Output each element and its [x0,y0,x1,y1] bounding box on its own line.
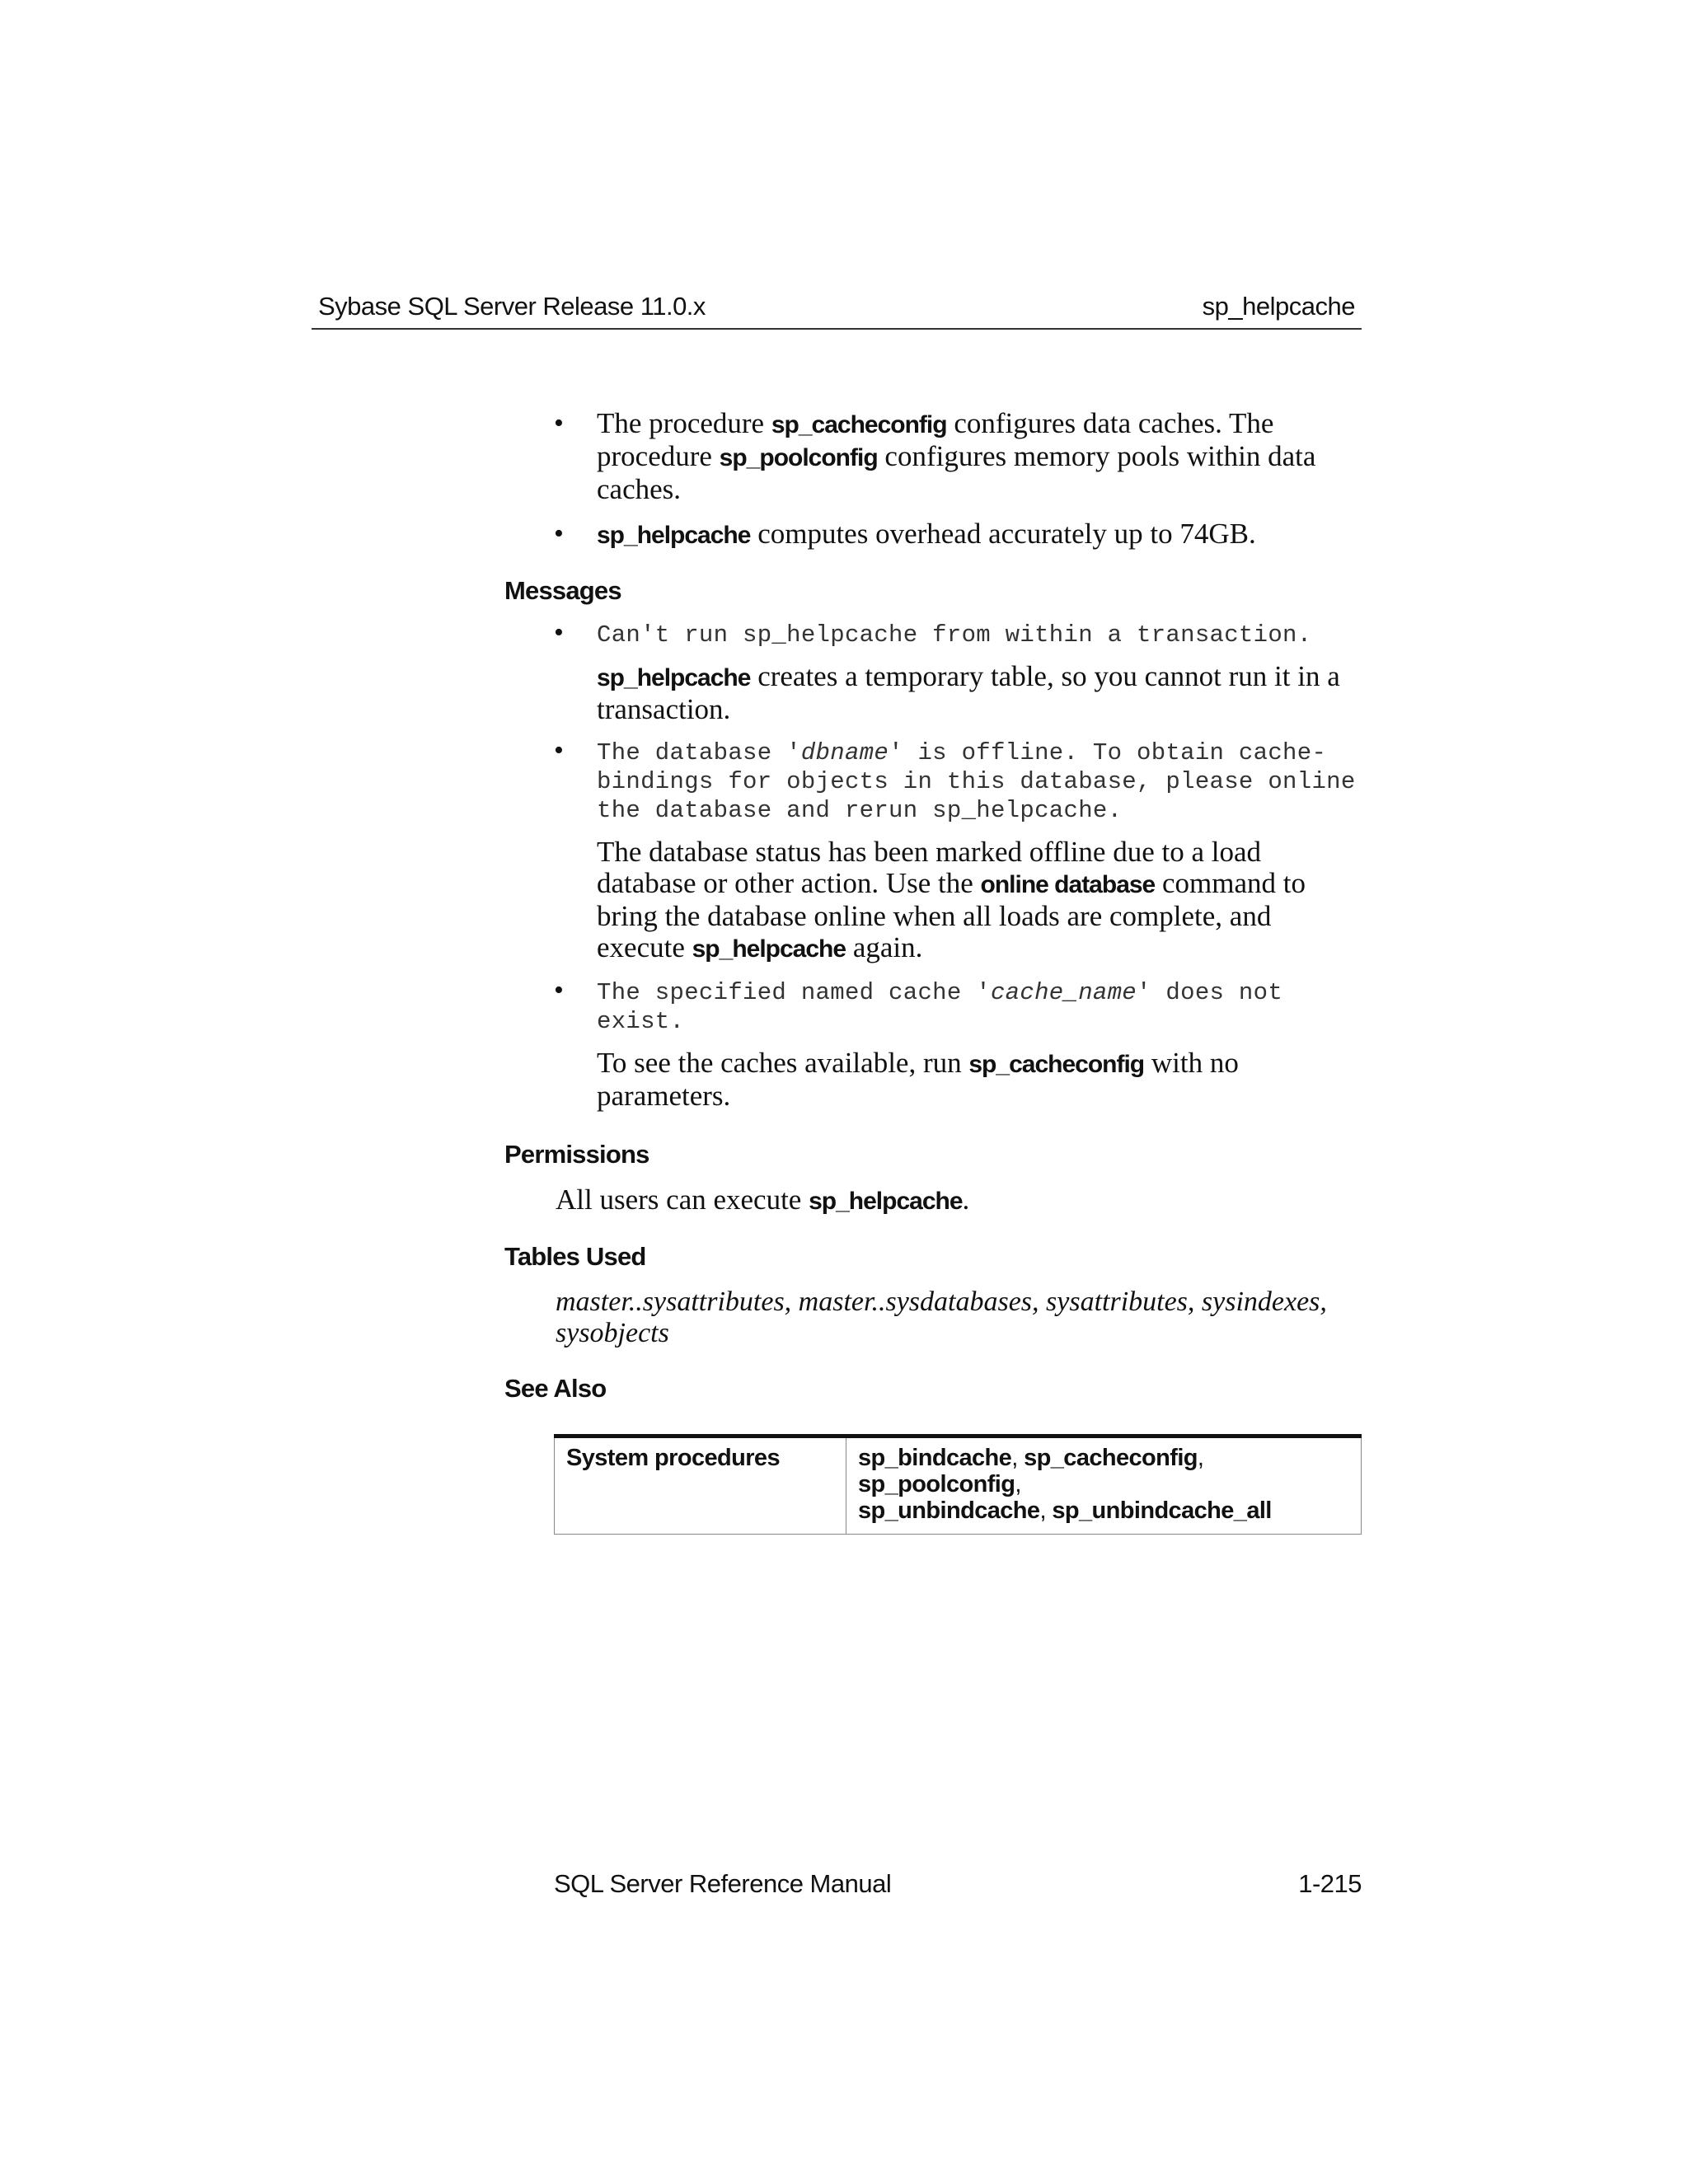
text-span: configures memory pools within data caches. [597,440,1316,505]
text-span: ' is offline. To obtain cache-bindings for objects in this database, please online the database and rerun sp_helpcache. [597,739,1356,824]
table-row [555,1436,1362,1535]
see-also-table [554,1434,1362,1535]
message-explanation [597,1047,1362,1112]
procedure-link[interactable]: sp_unbindcache_all [1052,1497,1272,1524]
messages-list [504,617,1362,1112]
tables-used-heading: Tables Used [504,1242,646,1271]
messages-heading: Messages [504,576,621,605]
message-explanation [597,661,1362,725]
procedure-link[interactable]: sp_cacheconfig [1024,1445,1198,1471]
page-number: 1-215 [1298,1869,1362,1898]
permissions-heading: Permissions [504,1140,649,1169]
separator: , [1015,1471,1021,1497]
text-span: The database status has been marked offline due to a load database or other action. Use the [597,836,1262,899]
bullet-icon: • [554,518,564,549]
tables-used-text: master..sysattributes, master..sysdatabases, sysattributes, sysindexes, sysobjects [556,1286,1327,1348]
table-cell-category: System procedures [555,1436,846,1535]
command-name: sp_cacheconfig [771,411,947,438]
text-span: again. [846,931,923,963]
main-content [504,408,1362,1404]
message-text [597,978,1362,1036]
text-span: The database ' [597,739,801,766]
running-footer [554,1869,1362,1905]
list-item [504,735,1362,965]
message-text: Can't run sp_helpcache from within a transaction. [597,621,1312,649]
text-span: configures data caches. The procedure [597,407,1274,472]
bullet-icon: • [554,975,564,1005]
header-book-title: Sybase SQL Server Release 11.0.x [318,292,706,321]
bullet-icon: • [554,408,564,438]
list-item [504,975,1362,1112]
bullet-icon: • [554,735,564,766]
command-name: sp_helpcache [597,522,751,549]
command-name: sp_cacheconfig [968,1051,1145,1078]
list-item [504,617,1362,725]
separator: , [1197,1445,1204,1471]
procedure-link[interactable]: sp_bindcache [858,1445,1012,1471]
text-span: All users can execute [556,1183,809,1216]
text-span: . [962,1183,970,1216]
command-name: online database [980,871,1156,898]
separator: , [1011,1445,1025,1471]
separator: , [1039,1497,1053,1524]
intro-bullet-list [504,408,1362,551]
message-text [597,738,1362,825]
command-name: sp_poolconfig [719,444,878,471]
procedure-link[interactable]: sp_unbindcache [858,1497,1040,1524]
text-span: command to bring the database online when all loads are complete, and execute [597,867,1306,963]
procedure-link[interactable]: sp_poolconfig [858,1471,1015,1497]
text-span: The procedure [597,407,771,439]
variable-name: dbname [800,739,889,766]
table-cell-procedures [846,1436,1362,1535]
text-span: with no parameters. [597,1047,1239,1112]
text-span: creates a temporary table, so you cannot run it in a transaction. [597,660,1340,725]
command-name: sp_helpcache [809,1188,963,1215]
text-span: To see the caches available, run [597,1047,969,1079]
variable-name: cache_name [990,979,1137,1006]
command-name: sp_helpcache [597,664,751,691]
text-span: ' does not exist. [597,979,1283,1035]
bullet-icon: • [554,617,564,648]
running-header [312,288,1362,330]
see-also-heading: See Also [504,1374,607,1403]
text-span: computes overhead accurately up to 74GB. [750,518,1256,550]
header-topic: sp_helpcache [1202,292,1355,321]
message-explanation [597,837,1362,965]
list-item [504,408,1362,505]
list-item [504,518,1362,551]
footer-manual-title: SQL Server Reference Manual [554,1869,892,1898]
permissions-text [556,1184,1362,1217]
text-span: The specified named cache ' [597,979,991,1006]
command-name: sp_helpcache [692,935,846,963]
